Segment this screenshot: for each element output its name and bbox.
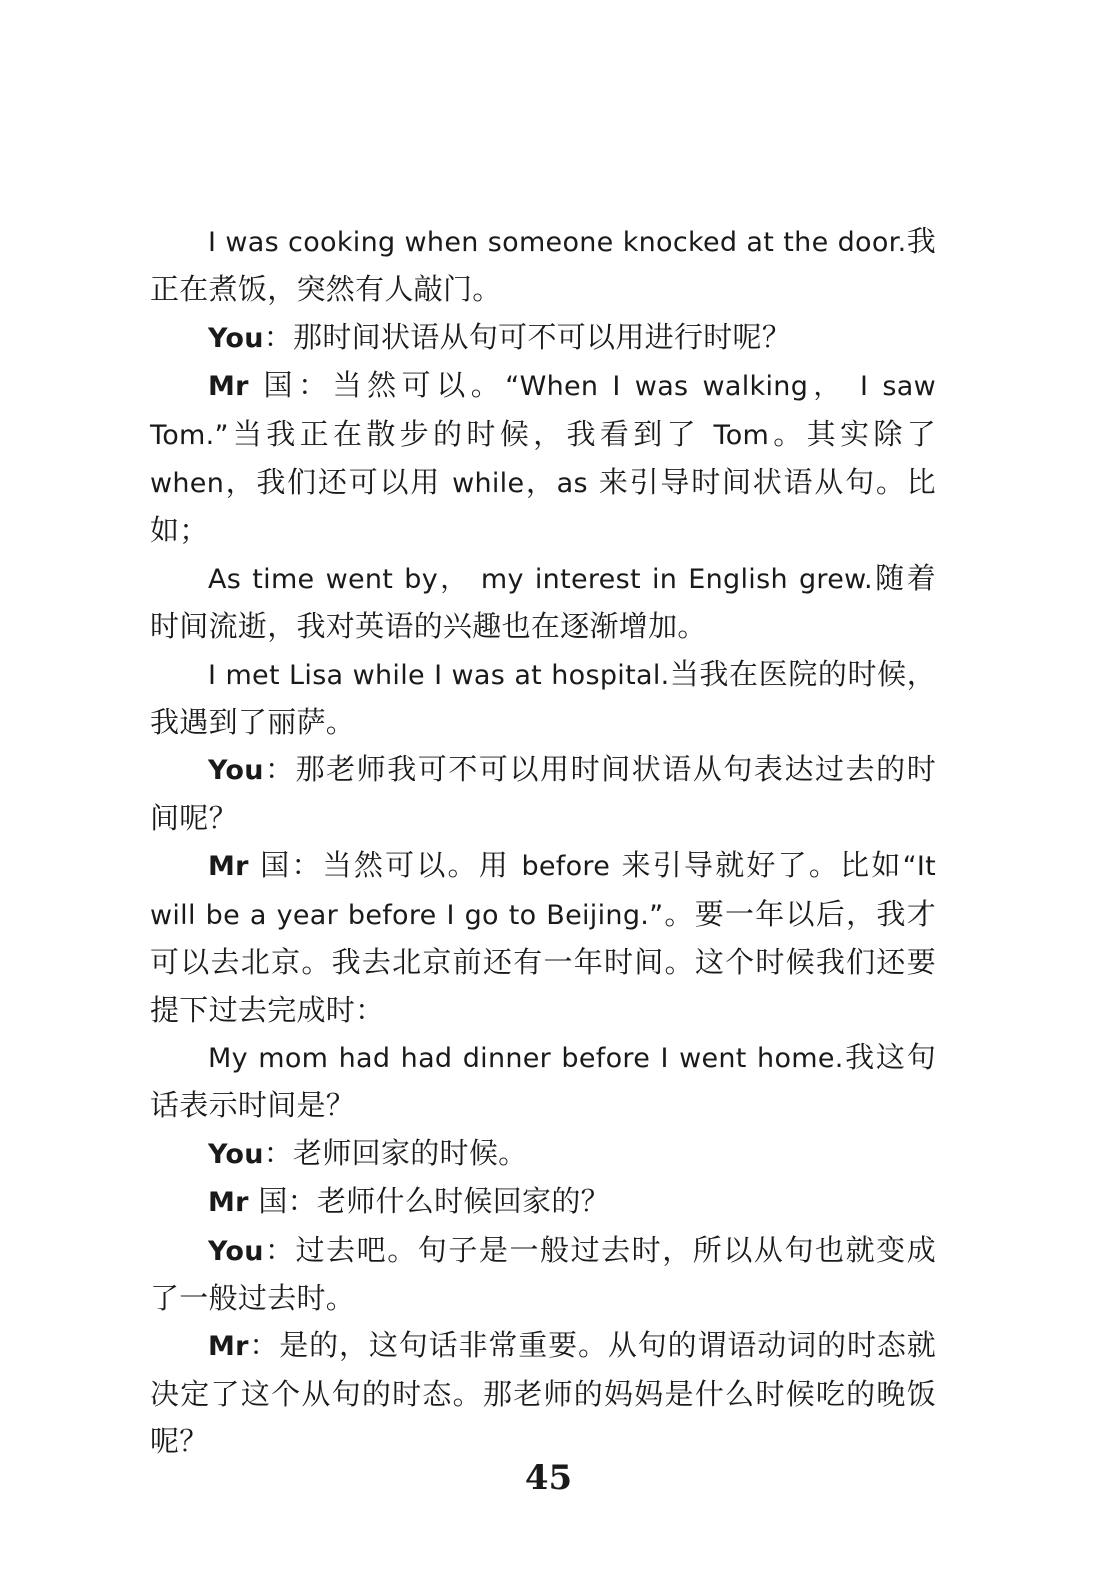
chinese-text: ：过去吧。句子是一般过去时，所以从句也就变成了一般过去时。 [150, 1232, 936, 1315]
english-text: My mom had had dinner before I went home. [208, 1042, 844, 1074]
speaker-label: You [208, 322, 264, 354]
english-text: I met Lisa while I was at hospital. [208, 659, 670, 691]
dialogue-paragraph [150, 218, 936, 314]
english-text: as [556, 468, 588, 500]
dialogue-paragraph [150, 651, 936, 747]
chinese-text: 我这句话表示时间是？ [150, 1039, 937, 1123]
chinese-text: 来引导时间状语从句。比如； [150, 465, 936, 548]
chinese-text: ， [524, 465, 557, 500]
chinese-text: 当我正在散步的时候，我看到了 [228, 416, 714, 451]
chinese-text: 。其实除了 [769, 416, 936, 451]
chinese-text: ：老师回家的时候。 [263, 1135, 528, 1170]
chinese-text: 国：老师什么时候回家的？ [248, 1184, 610, 1219]
speaker-label: Mr [208, 1187, 249, 1219]
english-text: before [521, 851, 611, 883]
speaker-label: You [208, 1138, 264, 1170]
chinese-text: 当我在医院的时候，我遇到了丽萨。 [150, 656, 936, 740]
page-number: 45 [524, 1458, 573, 1498]
chinese-text: ：是的，这句话非常重要。从句的谓语动词的时态就决定了这个从句的时态。那老师的妈妈是什么时候吃的晚饭呢？ [150, 1328, 936, 1459]
chinese-text: 随着时间流逝，我对英语的兴趣也在逐渐增加。 [150, 560, 936, 644]
dialogue-paragraph [150, 1322, 936, 1465]
dialogue-paragraph [150, 1034, 936, 1130]
english-text: Tom [713, 419, 770, 451]
dialogue-paragraph [150, 555, 936, 651]
dialogue-paragraph [150, 1130, 936, 1178]
chinese-text: 。要一年以后，我才可以去北京。我去北京前还有一年时间。这个时候我们还要提下过去完成时： [150, 896, 936, 1027]
dialogue-paragraph [150, 746, 936, 842]
chinese-text: 国：当然可以。用 [248, 848, 522, 883]
dialogue-paragraph [150, 362, 936, 555]
chinese-text: 我正在煮饭，突然有人敲门。 [150, 224, 936, 307]
chinese-text: 来引导就好了。比如 [610, 848, 903, 883]
english-text: “When I was walking， I saw Tom.” [150, 371, 936, 451]
chinese-text: ：那时间状语从句可不可以用进行时呢？ [263, 319, 792, 354]
speaker-label: Mr [208, 371, 249, 403]
chinese-text: ，我们还可以用 [224, 465, 453, 500]
speaker-label: Mr [208, 1331, 249, 1363]
page-body [150, 218, 936, 1466]
dialogue-paragraph [150, 1227, 936, 1323]
english-text: “It will be a year before I go to Beijing.” [150, 851, 936, 931]
speaker-label: Mr [208, 851, 249, 883]
english-text: As time went by， my interest in English grew. [208, 563, 873, 595]
speaker-label: You [208, 1235, 264, 1267]
english-text: I was cooking when someone knocked at the door. [208, 227, 907, 258]
dialogue-paragraph [150, 314, 936, 362]
chinese-text: 国：当然可以。 [248, 368, 506, 403]
chinese-text: ：那老师我可不可以用时间状语从句表达过去的时间呢？ [150, 752, 936, 835]
dialogue-paragraph [150, 842, 936, 1034]
english-text: when [150, 468, 225, 500]
english-text: while [452, 468, 525, 500]
dialogue-paragraph [150, 1178, 936, 1226]
speaker-label: You [208, 755, 264, 787]
